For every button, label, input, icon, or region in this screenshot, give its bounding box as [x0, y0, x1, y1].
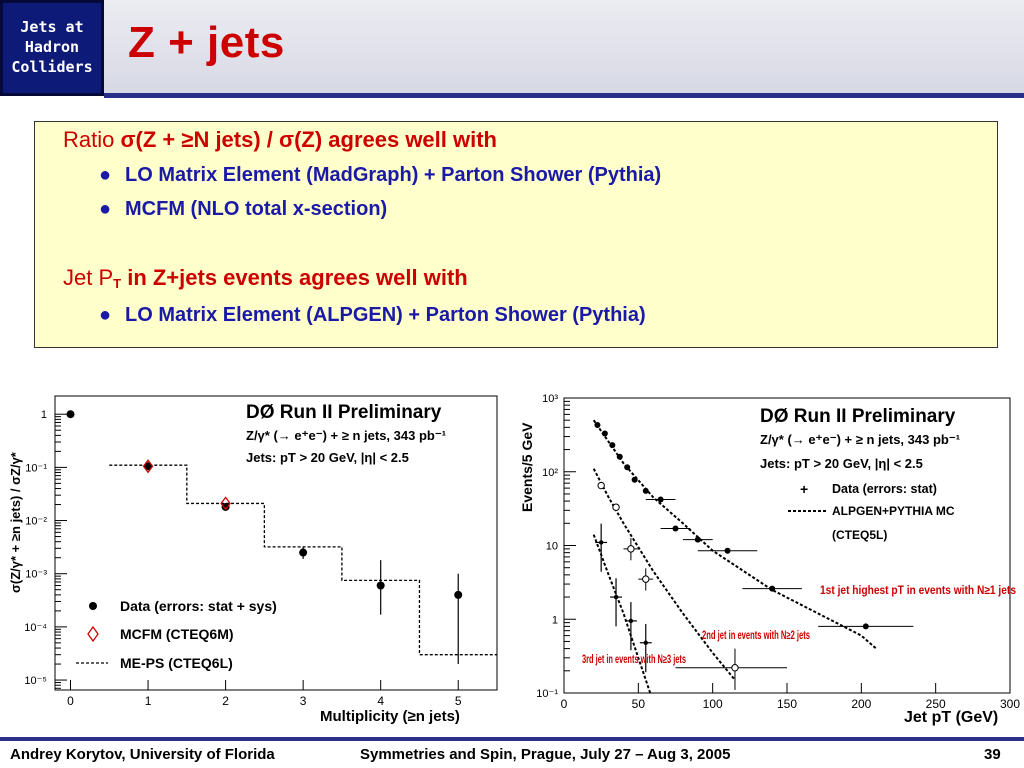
right-xtick-label: 50 — [631, 697, 646, 711]
bullet-madgraph-text: LO Matrix Element (MadGraph) + Parton Shower (Pythia) — [125, 164, 662, 186]
bullet-dot-icon: ● — [99, 304, 112, 326]
right-data3-point — [599, 540, 603, 544]
annot-2nd-jet: 2nd jet in events with N≥2 jets — [702, 630, 810, 642]
right-data2-point — [613, 504, 619, 510]
right-legend-mc-label: ALPGEN+PYTHIA MC — [832, 504, 955, 518]
left-data-point — [377, 582, 385, 590]
ratio-heading-text: σ(Z + ≥N jets) / σ(Z) agrees well with — [120, 127, 497, 152]
right-xtick-label: 300 — [999, 697, 1021, 711]
logo-line3: Colliders — [11, 58, 93, 76]
bullet-alpgen-text: LO Matrix Element (ALPGEN) + Parton Shower (Pythia) — [125, 304, 646, 326]
right-data1-point — [643, 488, 649, 494]
right-ytick-label: 1 — [551, 614, 558, 627]
right-data3-point — [629, 619, 633, 623]
legend-meps-label: ME-PS (CTEQ6L) — [120, 655, 233, 671]
bullet-mcfm — [99, 198, 387, 221]
jetpt-heading-text: in Z+jets events agrees well with — [121, 265, 468, 290]
ratio-heading — [63, 127, 497, 153]
right-xtick-label: 100 — [702, 697, 723, 711]
right-data1-point — [863, 623, 869, 629]
left-chart-subtitle2: Jets: pT > 20 GeV, |η| < 2.5 — [246, 450, 409, 465]
logo-line1: Jets at — [20, 18, 84, 36]
left-xtick-label: 4 — [377, 694, 385, 708]
left-xtick-label: 1 — [144, 694, 152, 708]
course-logo — [0, 0, 104, 96]
bullet-mcfm-text: MCFM (NLO total x-section) — [125, 198, 388, 220]
annot-1st-jet: 1st jet highest pT in events with N≥1 jets — [820, 585, 1016, 597]
right-chart-title: DØ Run II Preliminary — [760, 406, 956, 427]
right-data1-point — [617, 454, 623, 460]
right-data2-point — [628, 546, 634, 552]
right-ytick-label: 10³ — [542, 393, 558, 405]
legend-data-marker — [89, 602, 97, 610]
right-data1-point — [594, 422, 600, 428]
legend-mcfm-label: MCFM (CTEQ6M) — [120, 626, 234, 642]
right-data2-point — [598, 482, 604, 488]
left-ytick-label: 10⁻⁴ — [24, 621, 47, 634]
right-data1-point — [609, 442, 615, 448]
right-xtick-label: 150 — [776, 697, 798, 711]
jetpt-heading-prefix: Jet P — [63, 265, 114, 290]
footer-author: Andrey Korytov, University of Florida — [10, 746, 275, 763]
left-ytick-label: 10⁻² — [25, 515, 47, 528]
page-number: 39 — [984, 746, 1001, 763]
right-xtick-label: 0 — [560, 697, 568, 711]
left-ytick-label: 1 — [40, 409, 47, 422]
right-data3-point — [644, 641, 648, 645]
footer-conference: Symmetries and Spin, Prague, July 27 – Aug 3, 2005 — [360, 746, 731, 763]
logo-line2: Hadron — [24, 38, 80, 56]
left-xtick-label: 0 — [67, 694, 74, 708]
left-chart-ylabel: σ(Z/γ* + ≥n jets) / σZ/γ* — [8, 452, 23, 593]
right-legend-data-marker: + — [800, 481, 809, 497]
left-xtick-label: 2 — [222, 694, 229, 708]
legend-data-label: Data (errors: stat + sys) — [120, 598, 277, 614]
jetpt-heading — [63, 265, 468, 291]
slide-title: Z + jets — [128, 18, 285, 67]
ratio-heading-prefix: Ratio — [63, 127, 121, 152]
right-data1-point — [602, 431, 608, 437]
left-ytick-label: 10⁻⁵ — [24, 675, 47, 688]
right-chart-subtitle2: Jets: pT > 20 GeV, |η| < 2.5 — [760, 456, 923, 471]
right-data1-point — [658, 497, 664, 503]
right-ytick-label: 10 — [545, 540, 558, 553]
jet-pt-chart — [514, 382, 1024, 730]
summary-box — [34, 121, 998, 348]
right-legend-mc-label2: (CTEQ5L) — [832, 528, 888, 542]
left-xtick-label: 3 — [299, 694, 307, 708]
right-data1-point — [624, 464, 630, 470]
left-xtick-label: 5 — [454, 694, 462, 708]
left-chart-title: DØ Run II Preliminary — [246, 402, 442, 423]
right-data1-point — [673, 526, 679, 532]
left-data-point — [299, 549, 307, 557]
bullet-dot-icon: ● — [99, 198, 112, 220]
bullet-alpgen — [99, 304, 646, 327]
right-data2-point — [643, 576, 649, 582]
multiplicity-chart — [0, 378, 508, 730]
right-ytick-label: 10⁻¹ — [536, 688, 558, 700]
footer-divider — [0, 737, 1024, 741]
annot-3rd-jet: 3rd jet in events with N≥3 jets — [582, 654, 686, 666]
left-ytick-label: 10⁻¹ — [25, 462, 47, 475]
right-data1-point — [725, 548, 731, 554]
left-data-point — [454, 591, 462, 599]
bullet-madgraph — [99, 164, 661, 187]
left-ytick-label: 10⁻³ — [25, 568, 47, 581]
right-chart-ylabel: Events/5 GeV — [519, 422, 535, 512]
header-divider — [104, 93, 1024, 98]
right-chart-xlabel: Jet pT (GeV) — [904, 709, 999, 726]
right-ytick-label: 10² — [542, 466, 558, 479]
right-data1-point — [695, 537, 701, 543]
right-data2-point — [732, 665, 738, 671]
right-xtick-label: 200 — [851, 697, 872, 711]
left-chart-xlabel: Multiplicity (≥n jets) — [320, 708, 460, 725]
right-xtick-label: 250 — [925, 697, 946, 711]
left-data-point — [67, 410, 75, 418]
right-chart-subtitle1: Z/γ* (→ e⁺e⁻) + ≥ n jets, 343 pb⁻¹ — [760, 432, 961, 447]
right-data3-point — [614, 595, 618, 599]
left-chart-subtitle1: Z/γ* (→ e⁺e⁻) + ≥ n jets, 343 pb⁻¹ — [246, 428, 447, 443]
right-data1-point — [632, 477, 638, 483]
right-data1-point — [769, 586, 775, 592]
right-legend-data-label: Data (errors: stat) — [832, 482, 937, 496]
bullet-dot-icon: ● — [99, 164, 112, 186]
jetpt-heading-sub: T — [113, 276, 122, 291]
